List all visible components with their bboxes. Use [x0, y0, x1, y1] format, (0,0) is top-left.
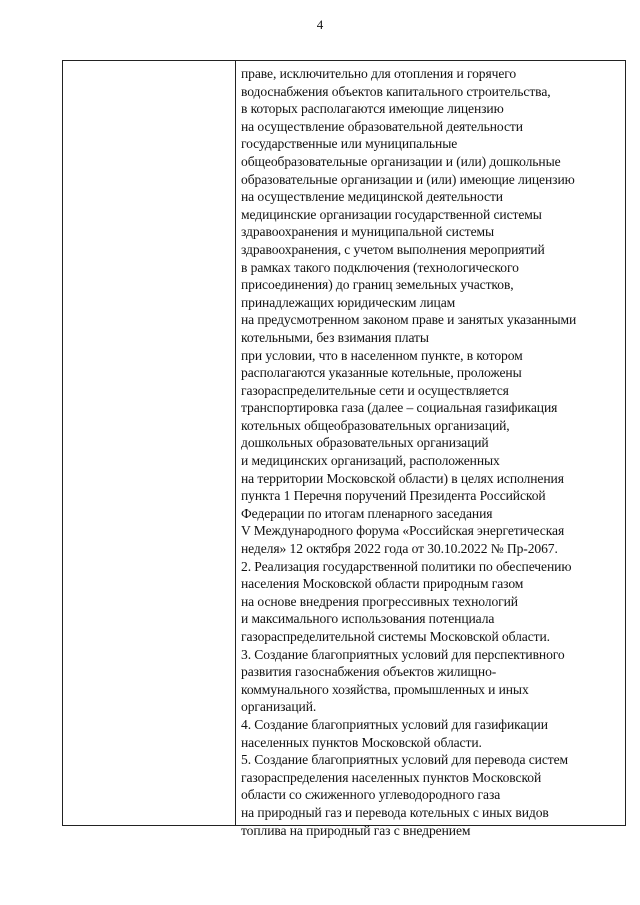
text-line: топлива на природный газ с внедрением [241, 822, 471, 838]
text-line: общеобразовательные организации и (или) дошкольные [241, 153, 561, 169]
table-left-cell [63, 61, 235, 825]
text-line: населения Московской области природным газом [241, 576, 524, 592]
text-line: 3. Создание благоприятных условий для перспективного [241, 646, 565, 662]
text-line: при условии, что в населенном пункте, в котором [241, 347, 523, 363]
text-line: располагаются указанные котельные, проложены [241, 365, 522, 381]
text-line: населенных пунктов Московской области. [241, 734, 482, 750]
text-line: здравоохранения, с учетом выполнения мероприятий [241, 241, 545, 257]
text-line: на территории Московской области) в целях исполнения [241, 470, 564, 486]
text-line: 2. Реализация государственной политики по обеспечению [241, 558, 572, 574]
column-divider [235, 61, 236, 825]
text-line: котельными, без взимания платы [241, 329, 429, 345]
text-line: пункта 1 Перечня поручений Президента Российской [241, 488, 546, 504]
text-line: котельных общеобразовательных организаций, [241, 417, 510, 433]
text-line: присоединения) до границ земельных участков, [241, 277, 514, 293]
text-line: газораспределительной системы Московской области. [241, 629, 550, 644]
text-line: транспортировка газа (далее – социальная газификация [241, 400, 558, 416]
text-line: Федерации по итогам пленарного заседания [241, 505, 493, 521]
text-line: на осуществление образовательной деятельности [241, 118, 523, 134]
text-line: дошкольных образовательных организаций [241, 435, 489, 451]
text-line: области со сжиженного углеводородного газа [241, 787, 501, 803]
text-line: праве, исключительно для отопления и горячего [241, 66, 517, 81]
text-line: 4. Создание благоприятных условий для газификации [241, 716, 548, 732]
text-line: на основе внедрения прогрессивных технологий [241, 593, 518, 609]
text-line: здравоохранения и муниципальной системы [241, 224, 495, 240]
document-table [62, 60, 626, 838]
text-line: государственные или муниципальные [241, 136, 458, 152]
text-line: водоснабжения объектов капитального строительства, [241, 83, 551, 99]
text-line: на природный газ и перевода котельных с иных видов [241, 804, 549, 820]
text-line: газораспределительные сети и осуществляется [241, 382, 509, 398]
text-line: и медицинских организаций, расположенных [241, 453, 500, 469]
text-line: в рамках такого подключения (технологического [241, 259, 519, 275]
text-line: газораспределения населенных пунктов Московской [241, 769, 542, 785]
text-line: и максимального использования потенциала [241, 611, 495, 627]
text-line: организаций. [241, 699, 317, 715]
text-line: медицинские организации государственной системы [241, 206, 542, 222]
text-line: коммунального хозяйства, промышленных и иных [241, 681, 529, 697]
table-right-cell [241, 65, 625, 839]
text-line: на предусмотренном законом праве и занятых указанными [241, 312, 577, 328]
text-line: образовательные организации и (или) имеющие лицензию [241, 171, 575, 187]
text-line: в которых располагаются имеющие лицензию [241, 101, 504, 117]
page-number: 4 [316, 17, 324, 32]
text-line: развития газоснабжения объектов жилищно- [241, 664, 497, 680]
text-line: на осуществление медицинской деятельности [241, 189, 503, 205]
text-line: 5. Создание благоприятных условий для перевода систем [241, 752, 569, 768]
text-line: V Международного форума «Российская энергетическая [241, 523, 565, 539]
text-line: неделя» 12 октября 2022 года от 30.10.2022 № Пр-2067. [241, 541, 558, 557]
text-line: принадлежащих юридическим лицам [241, 294, 456, 310]
